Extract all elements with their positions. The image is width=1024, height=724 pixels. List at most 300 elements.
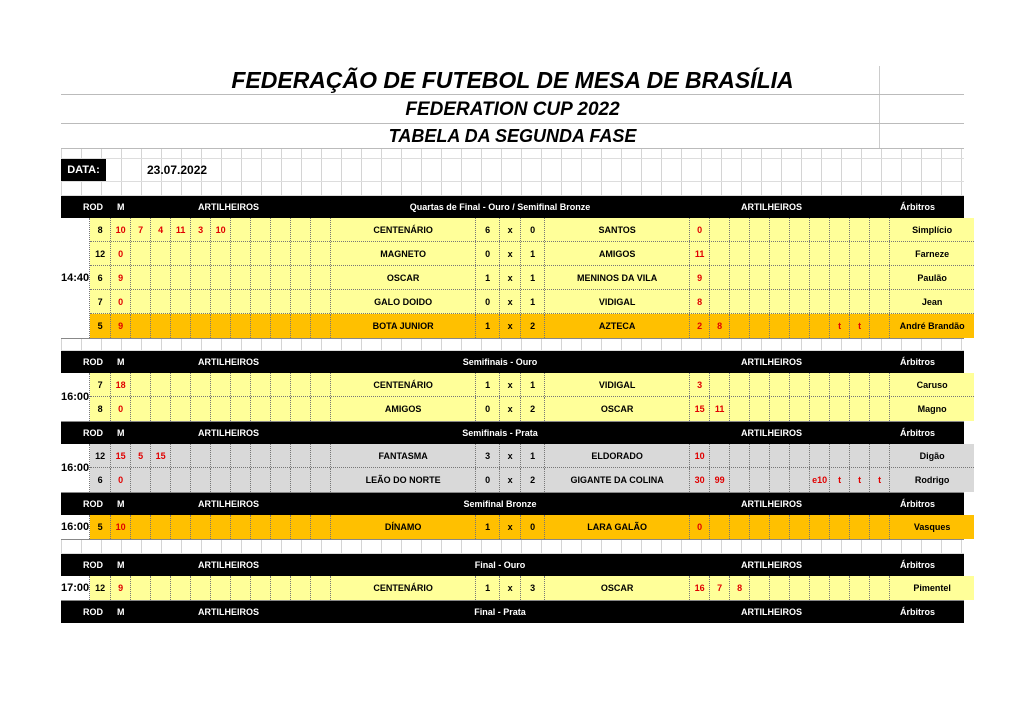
scorer-left — [191, 290, 211, 313]
away-score: 1 — [521, 242, 545, 265]
scorer-right: 8 — [730, 576, 750, 600]
match-row — [90, 576, 974, 600]
scorer-left — [211, 314, 231, 338]
scorer-right — [770, 290, 790, 313]
header-artilheiros-left: ARTILHEIROS — [198, 202, 260, 212]
header-arbitros: Árbitros — [900, 499, 936, 509]
home-team: DÍNAMO — [331, 515, 476, 539]
home-team: BOTA JUNIOR — [331, 314, 476, 338]
scorer-right — [770, 515, 790, 539]
scorer-left: 15 — [151, 444, 171, 467]
scorer-left — [131, 373, 151, 396]
scorer-left — [151, 468, 171, 492]
section-header — [61, 601, 964, 623]
referee: André Brandão — [899, 321, 965, 331]
scorer-left — [271, 242, 291, 265]
scorer-left — [311, 468, 331, 492]
scorer-right — [750, 266, 770, 289]
match-m: 0 — [111, 290, 131, 313]
scorer-right: t — [830, 314, 850, 338]
cup-title — [61, 95, 964, 124]
scorer-left — [271, 373, 291, 396]
scorer-left — [271, 515, 291, 539]
scorer-right — [750, 397, 770, 421]
home-score: 3 — [476, 444, 500, 467]
match-rod: 5 — [90, 314, 111, 338]
header-arbitros: Árbitros — [900, 202, 936, 212]
header-artilheiros-right: ARTILHEIROS — [741, 499, 803, 509]
match-rod: 8 — [90, 218, 111, 241]
scorer-right — [870, 266, 890, 289]
away-score: 1 — [521, 373, 545, 396]
scorer-right — [870, 290, 890, 313]
match-m: 9 — [111, 576, 131, 600]
scorer-left — [291, 290, 311, 313]
scorer-left — [251, 266, 271, 289]
scorer-left — [291, 468, 311, 492]
scorer-right — [830, 242, 850, 265]
away-team: MENINOS DA VILA — [545, 266, 690, 289]
scorer-left — [171, 266, 191, 289]
scorer-left — [171, 290, 191, 313]
scorer-left — [171, 515, 191, 539]
away-team: AMIGOS — [545, 242, 690, 265]
scorer-right — [850, 242, 870, 265]
home-score: 1 — [476, 373, 500, 396]
match-row — [90, 290, 974, 314]
away-team: OSCAR — [545, 576, 690, 600]
phase-title — [61, 124, 964, 149]
scorer-left — [291, 266, 311, 289]
away-score: 1 — [521, 290, 545, 313]
scorer-right: 99 — [710, 468, 730, 492]
scorer-left — [231, 515, 251, 539]
scorer-right — [810, 576, 830, 600]
scorer-left — [171, 242, 191, 265]
scorer-left — [191, 515, 211, 539]
scorer-right — [730, 515, 750, 539]
referee: Jean — [921, 296, 943, 307]
scorer-left — [311, 515, 331, 539]
scorer-right: 30 — [690, 468, 710, 492]
scorer-left: 10 — [211, 218, 231, 241]
scorer-right — [790, 576, 810, 600]
match-row — [90, 266, 974, 290]
scorer-left — [231, 266, 251, 289]
home-team: OSCAR — [331, 266, 476, 289]
scorer-left — [251, 373, 271, 396]
match-rod: 7 — [90, 373, 111, 396]
scorer-right — [810, 242, 830, 265]
match-block — [61, 576, 964, 601]
versus: x — [500, 397, 521, 421]
match-block — [61, 218, 964, 339]
home-score: 0 — [476, 468, 500, 492]
match-row — [90, 515, 974, 539]
scorer-left — [231, 576, 251, 600]
scorer-right — [790, 266, 810, 289]
scorer-left — [131, 314, 151, 338]
home-team: LEÃO DO NORTE — [331, 468, 476, 492]
match-rod: 6 — [90, 468, 111, 492]
date-label: DATA: — [61, 159, 106, 181]
header-arbitros: Árbitros — [900, 357, 936, 367]
scorer-right — [730, 373, 750, 396]
match-row — [90, 314, 974, 338]
versus: x — [500, 218, 521, 241]
scorer-left — [251, 218, 271, 241]
scorer-left — [151, 314, 171, 338]
scorer-right — [850, 444, 870, 467]
scorer-left — [131, 397, 151, 421]
scorer-right: 9 — [690, 266, 710, 289]
header-rod: ROD — [83, 202, 103, 212]
scorer-left — [271, 314, 291, 338]
scorer-left — [231, 468, 251, 492]
scorer-right: e10 — [810, 468, 830, 492]
scorer-right — [810, 290, 830, 313]
scorer-right — [770, 373, 790, 396]
header-arbitros: Árbitros — [900, 428, 936, 438]
match-rod: 6 — [90, 266, 111, 289]
scorer-left — [131, 242, 151, 265]
header-m: M — [117, 428, 125, 438]
home-score: 0 — [476, 242, 500, 265]
scorer-left — [151, 576, 171, 600]
match-row — [90, 373, 974, 397]
match-m: 15 — [111, 444, 131, 467]
home-score: 1 — [476, 515, 500, 539]
match-row — [90, 242, 974, 266]
scorer-left — [211, 290, 231, 313]
away-score: 1 — [521, 266, 545, 289]
scorer-right — [870, 242, 890, 265]
scorer-right — [850, 515, 870, 539]
match-block — [61, 444, 964, 493]
scorer-left — [311, 314, 331, 338]
scorer-left — [271, 218, 291, 241]
section-title: Quartas de Final - Ouro / Semifinal Bronze — [409, 202, 591, 212]
scorer-right — [870, 373, 890, 396]
scorer-left — [271, 444, 291, 467]
scorer-right — [790, 290, 810, 313]
scorer-right — [810, 314, 830, 338]
scorer-left — [251, 397, 271, 421]
scorer-left — [171, 397, 191, 421]
scorer-right — [750, 515, 770, 539]
referee: Caruso — [916, 379, 948, 390]
header-arbitros: Árbitros — [900, 607, 936, 617]
scorer-left — [251, 468, 271, 492]
scorer-right — [750, 218, 770, 241]
round-time: 14:40 — [61, 218, 90, 338]
section-header — [61, 554, 964, 576]
round-time: 16:00 — [61, 373, 90, 421]
scorer-left — [291, 397, 311, 421]
scorer-left — [171, 468, 191, 492]
round-time: 16:00 — [61, 515, 90, 539]
section-header — [61, 493, 964, 515]
scorer-left — [211, 444, 231, 467]
match-row — [90, 468, 974, 492]
section-title: Final - Ouro — [474, 560, 526, 570]
scorer-right — [870, 515, 890, 539]
scorer-right — [730, 218, 750, 241]
header-artilheiros-right: ARTILHEIROS — [741, 428, 803, 438]
scorer-left — [131, 576, 151, 600]
scorer-right — [750, 576, 770, 600]
scorer-right: 3 — [690, 373, 710, 396]
scorer-left — [191, 397, 211, 421]
scorer-left — [211, 266, 231, 289]
home-score: 0 — [476, 290, 500, 313]
scorer-right — [810, 373, 830, 396]
scorer-right — [870, 218, 890, 241]
home-team: MAGNETO — [331, 242, 476, 265]
home-team: GALO DOIDO — [331, 290, 476, 313]
scorer-right — [750, 373, 770, 396]
match-row — [90, 218, 974, 242]
header-artilheiros-right: ARTILHEIROS — [741, 560, 803, 570]
scorer-left — [191, 444, 211, 467]
header-artilheiros-left: ARTILHEIROS — [198, 560, 260, 570]
scorer-left — [291, 373, 311, 396]
scorer-right: 2 — [690, 314, 710, 338]
header-rod: ROD — [83, 357, 103, 367]
scorer-left — [171, 576, 191, 600]
scorer-left — [171, 444, 191, 467]
scorer-left: 7 — [131, 218, 151, 241]
versus: x — [500, 373, 521, 396]
scorer-left — [231, 397, 251, 421]
scorer-left — [251, 290, 271, 313]
referee: Digão — [919, 450, 945, 461]
match-m: 10 — [111, 218, 131, 241]
scorer-right — [870, 397, 890, 421]
home-team: CENTENÁRIO — [331, 576, 476, 600]
match-block — [61, 373, 964, 422]
scorer-left — [311, 373, 331, 396]
header-m: M — [117, 357, 125, 367]
header-artilheiros-right: ARTILHEIROS — [741, 357, 803, 367]
scorer-right — [830, 397, 850, 421]
match-m: 10 — [111, 515, 131, 539]
scorer-left — [191, 242, 211, 265]
match-rod: 7 — [90, 290, 111, 313]
federation-title-text: FEDERAÇÃO DE FUTEBOL DE MESA DE BRASÍLIA — [231, 67, 794, 93]
section-title: Final - Prata — [474, 607, 526, 617]
header-rod: ROD — [83, 428, 103, 438]
scorer-right: t — [870, 468, 890, 492]
scorer-left — [311, 397, 331, 421]
scorer-right — [710, 266, 730, 289]
scorer-left — [211, 576, 231, 600]
round-time: 16:00 — [61, 444, 90, 492]
scorer-right — [850, 266, 870, 289]
away-team: OSCAR — [545, 397, 690, 421]
tournament-sheet — [61, 66, 964, 623]
scorer-left — [311, 266, 331, 289]
scorer-left — [271, 576, 291, 600]
scorer-right — [810, 444, 830, 467]
away-score: 1 — [521, 444, 545, 467]
scorer-right — [850, 218, 870, 241]
scorer-left — [311, 290, 331, 313]
scorer-right — [790, 218, 810, 241]
cup-title-text: FEDERATION CUP 2022 — [405, 99, 620, 120]
match-sections — [61, 196, 964, 623]
match-block — [61, 515, 964, 540]
scorer-left — [131, 290, 151, 313]
away-team: SANTOS — [545, 218, 690, 241]
scorer-left — [251, 314, 271, 338]
home-team: CENTENÁRIO — [331, 373, 476, 396]
scorer-right — [730, 242, 750, 265]
match-rod: 12 — [90, 444, 111, 467]
referee: Farneze — [915, 248, 950, 259]
versus: x — [500, 290, 521, 313]
match-m: 0 — [111, 468, 131, 492]
scorer-left — [211, 515, 231, 539]
match-rod: 8 — [90, 397, 111, 421]
scorer-right — [830, 515, 850, 539]
referee: Vasques — [913, 522, 951, 532]
scorer-right — [710, 515, 730, 539]
scorer-left — [231, 242, 251, 265]
scorer-right — [830, 576, 850, 600]
scorer-left — [231, 218, 251, 241]
header-artilheiros-right: ARTILHEIROS — [741, 607, 803, 617]
scorer-right — [810, 515, 830, 539]
scorer-right — [770, 266, 790, 289]
scorer-left — [211, 468, 231, 492]
scorer-right — [870, 314, 890, 338]
referee: Magno — [917, 404, 947, 414]
header-m: M — [117, 499, 125, 509]
scorer-left — [151, 290, 171, 313]
scorer-left — [191, 468, 211, 492]
scorer-right — [750, 290, 770, 313]
scorer-left — [231, 373, 251, 396]
scorer-left — [311, 576, 331, 600]
scorer-left — [191, 266, 211, 289]
spacer — [61, 339, 964, 351]
round-time: 17:00 — [61, 576, 90, 600]
scorer-right — [770, 576, 790, 600]
date-row — [61, 159, 964, 182]
match-m: 0 — [111, 242, 131, 265]
versus: x — [500, 515, 521, 539]
scorer-left — [171, 373, 191, 396]
home-team: CENTENÁRIO — [331, 218, 476, 241]
scorer-left — [271, 397, 291, 421]
scorer-left — [151, 242, 171, 265]
spacer — [61, 540, 964, 554]
scorer-right: 0 — [690, 515, 710, 539]
scorer-right: 16 — [690, 576, 710, 600]
scorer-right — [730, 444, 750, 467]
section-header — [61, 196, 964, 218]
scorer-right — [710, 242, 730, 265]
scorer-left — [291, 515, 311, 539]
referee: Pimentel — [913, 583, 951, 593]
scorer-right — [770, 242, 790, 265]
header-artilheiros-left: ARTILHEIROS — [198, 428, 260, 438]
scorer-right — [850, 397, 870, 421]
scorer-right — [770, 314, 790, 338]
scorer-left — [231, 314, 251, 338]
away-score: 0 — [521, 515, 545, 539]
scorer-left — [271, 266, 291, 289]
scorer-left — [211, 373, 231, 396]
scorer-right — [730, 314, 750, 338]
referee: Rodrigo — [914, 475, 950, 485]
scorer-left — [291, 242, 311, 265]
scorer-left — [131, 515, 151, 539]
scorer-right — [850, 373, 870, 396]
home-team: FANTASMA — [331, 444, 476, 467]
section-title: Semifinais - Prata — [462, 428, 538, 438]
scorer-right — [870, 444, 890, 467]
away-score: 2 — [521, 314, 545, 338]
scorer-left — [291, 314, 311, 338]
section-header — [61, 351, 964, 373]
scorer-left — [151, 373, 171, 396]
home-score: 1 — [476, 266, 500, 289]
match-rod: 5 — [90, 515, 111, 539]
scorer-right — [770, 468, 790, 492]
scorer-right — [750, 314, 770, 338]
scorer-right: 8 — [690, 290, 710, 313]
away-team: ELDORADO — [545, 444, 690, 467]
away-team: LARA GALÃO — [545, 515, 690, 539]
scorer-right — [750, 242, 770, 265]
versus: x — [500, 444, 521, 467]
scorer-right — [730, 468, 750, 492]
match-m: 0 — [111, 397, 131, 421]
scorer-right: 11 — [710, 397, 730, 421]
versus: x — [500, 242, 521, 265]
scorer-right: t — [830, 468, 850, 492]
scorer-left — [151, 397, 171, 421]
scorer-right — [830, 218, 850, 241]
header-artilheiros-left: ARTILHEIROS — [198, 357, 260, 367]
scorer-left — [251, 576, 271, 600]
home-score: 1 — [476, 314, 500, 338]
away-score: 2 — [521, 468, 545, 492]
home-score: 0 — [476, 397, 500, 421]
scorer-left — [311, 218, 331, 241]
scorer-left — [271, 290, 291, 313]
scorer-right: 11 — [690, 242, 710, 265]
scorer-right — [770, 218, 790, 241]
date-value: 23.07.2022 — [147, 163, 208, 177]
scorer-left — [271, 468, 291, 492]
scorer-right — [790, 314, 810, 338]
scorer-left — [251, 242, 271, 265]
scorer-left: 5 — [131, 444, 151, 467]
federation-title — [61, 66, 964, 95]
spacer — [61, 182, 964, 196]
scorer-right — [770, 444, 790, 467]
scorer-right — [810, 266, 830, 289]
scorer-right — [790, 515, 810, 539]
header-arbitros: Árbitros — [900, 560, 936, 570]
phase-title-text: TABELA DA SEGUNDA FASE — [388, 126, 637, 146]
scorer-left — [131, 266, 151, 289]
match-m: 9 — [111, 314, 131, 338]
header-artilheiros-left: ARTILHEIROS — [198, 499, 260, 509]
